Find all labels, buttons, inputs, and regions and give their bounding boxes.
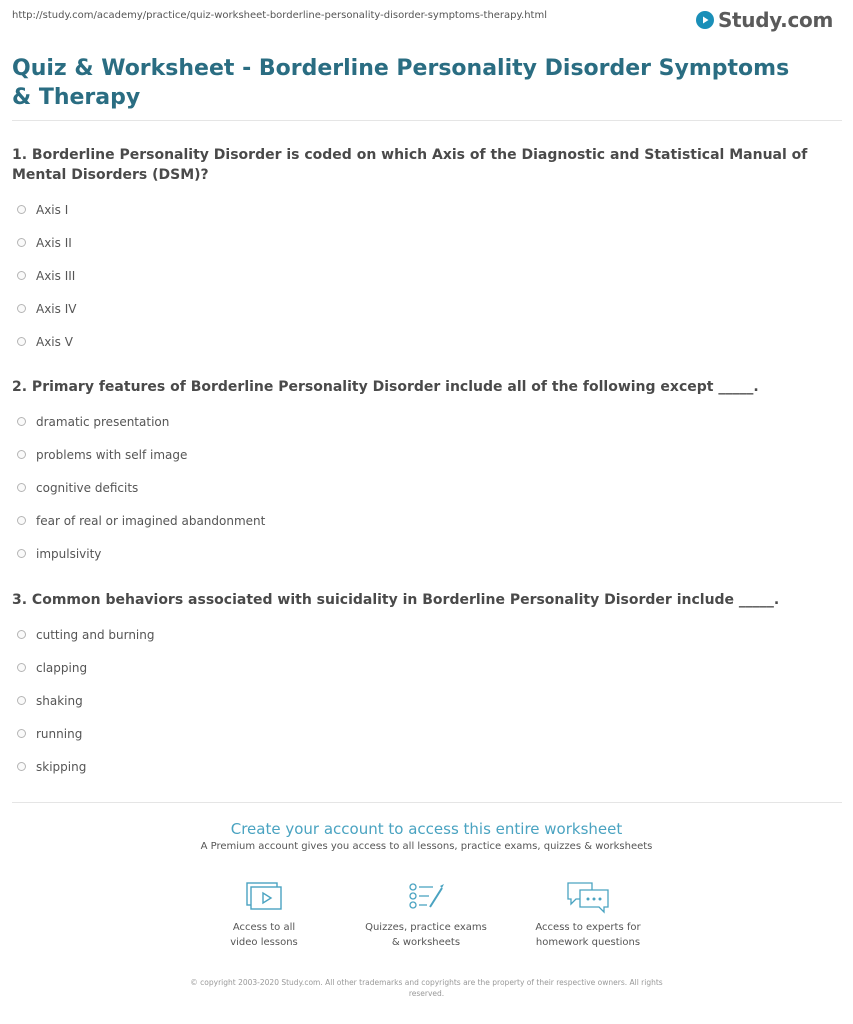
answer-option[interactable] [12,325,832,358]
footer-line1: © copyright 2003-2020 Study.com. All other trademarks and copyrights are the property of their respective owners. All rights [190,978,663,987]
feature-label-line1: Access to all [232,922,296,933]
radio-icon[interactable] [17,271,26,280]
option-label: problems with self image [36,447,188,462]
radio-icon[interactable] [17,516,26,525]
feature-label-line1: Quizzes, practice exams [365,922,487,933]
answer-option[interactable] [12,471,832,504]
video-lesson-icon [244,880,284,914]
option-label: Axis V [36,334,73,349]
answer-option[interactable] [12,438,832,471]
promo-section [0,820,853,852]
copyright-footer [160,977,693,999]
radio-icon[interactable] [17,450,26,459]
question-text: 3. Common behaviors associated with suicidality in Borderline Personality Disorder include _____. [12,592,780,608]
question-1 [12,145,832,358]
radio-icon[interactable] [17,304,26,313]
answer-option[interactable] [12,717,832,750]
option-label: skipping [36,759,87,774]
feature-label-line2: homework questions [535,937,641,948]
option-label: Axis I [36,202,69,217]
option-label: clapping [36,660,88,675]
feature-quizzes [356,880,496,950]
answer-option[interactable] [12,405,832,438]
question-2 [12,377,832,570]
option-label: cognitive deficits [36,480,139,495]
answer-option[interactable] [12,292,832,325]
answer-option[interactable] [12,651,832,684]
radio-icon[interactable] [17,696,26,705]
answer-option[interactable] [12,504,832,537]
answer-option[interactable] [12,750,832,783]
radio-icon[interactable] [17,663,26,672]
radio-icon[interactable] [17,417,26,426]
radio-icon[interactable] [17,549,26,558]
answer-option[interactable] [12,537,832,570]
answer-option[interactable] [12,259,832,292]
answer-option[interactable] [12,618,832,651]
promo-subtitle: A Premium account gives you access to all lessons, practice exams, quizzes & worksheets [200,841,653,852]
question-text: 1. Borderline Personality Disorder is coded on which Axis of the Diagnostic and Statistical Manual of Mental Disorders (DSM)? [12,147,808,183]
option-label: Axis III [36,268,76,283]
feature-experts [518,880,658,950]
option-label: cutting and burning [36,627,155,642]
feature-video-lessons [194,880,334,950]
feature-label-line2: & worksheets [391,937,461,948]
divider [12,802,842,803]
brand-name: Study.com [717,8,833,32]
footer-line2: reserved. [408,989,445,998]
feature-label-line1: Access to experts for [535,922,641,933]
promo-title[interactable]: Create your account to access this entire worksheet [230,820,623,838]
chat-bubbles-icon [565,880,611,914]
answer-option[interactable] [12,684,832,717]
quiz-list-icon [406,880,446,914]
answer-option[interactable] [12,226,832,259]
option-label: running [36,726,83,741]
radio-icon[interactable] [17,238,26,247]
option-label: impulsivity [36,546,102,561]
play-icon [696,11,714,29]
radio-icon[interactable] [17,483,26,492]
radio-icon[interactable] [17,762,26,771]
option-label: fear of real or imagined abandonment [36,513,266,528]
option-label: Axis II [36,235,72,250]
question-3 [12,590,832,783]
radio-icon[interactable] [17,337,26,346]
question-text: 2. Primary features of Borderline Personality Disorder include all of the following except _____. [12,379,759,395]
radio-icon[interactable] [17,729,26,738]
study-logo[interactable] [696,8,833,32]
radio-icon[interactable] [17,630,26,639]
page-url: http://study.com/academy/practice/quiz-worksheet-borderline-personality-disorder-symptoms-therapy.html [12,10,547,21]
divider [12,120,842,121]
feature-label-line2: video lessons [230,937,298,948]
option-label: shaking [36,693,83,708]
radio-icon[interactable] [17,205,26,214]
page-title: Quiz & Worksheet - Borderline Personality Disorder Symptoms & Therapy [12,56,790,110]
option-label: Axis IV [36,301,77,316]
option-label: dramatic presentation [36,414,170,429]
answer-option[interactable] [12,193,832,226]
